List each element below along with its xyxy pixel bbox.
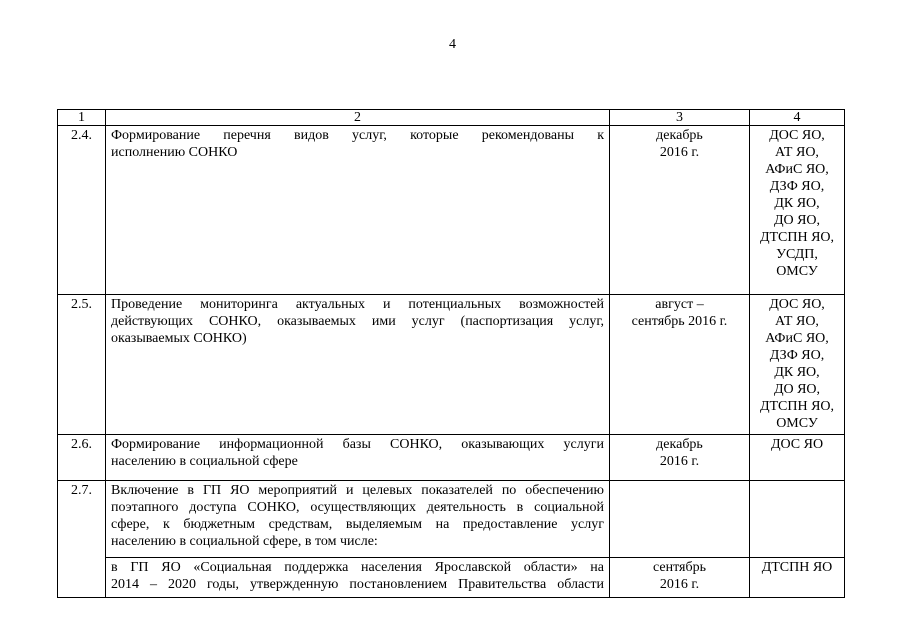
executor: ДОС ЯО [770, 437, 824, 452]
table-row [58, 558, 845, 598]
deadline [610, 558, 750, 598]
measure-description [106, 126, 610, 295]
header-cell-3: 3 [610, 110, 750, 126]
executors [750, 435, 845, 481]
description-line: населению в социальной сфере, в том числе: [111, 534, 378, 549]
description-line: сфере, к бюджетным средствам, выделяемым на предоставление услуг [111, 517, 604, 532]
deadline [610, 435, 750, 481]
description-line: Включение в ГП ЯО мероприятий и целевых показателей по обеспечению [111, 483, 604, 498]
executor: ДТСПН ЯО, [759, 399, 835, 414]
row-number: 2.7. [58, 481, 106, 598]
table-row [58, 435, 845, 481]
measure-description [106, 481, 610, 558]
executor: ДЗФ ЯО, [769, 348, 825, 363]
executor: АТ ЯО, [775, 314, 819, 329]
page-number: 4 [449, 37, 456, 52]
executor: АФиС ЯО, [765, 331, 829, 346]
description-line: Формирование информационной базы СОНКО, оказывающих услуги [111, 437, 604, 452]
header-cell-1: 1 [58, 110, 106, 126]
description-line: действующих СОНКО, оказываемых ими услуг (паспортизация услуг, [111, 314, 604, 329]
deadline-line: декабрь [656, 128, 703, 143]
executor: ДО ЯО, [773, 213, 821, 228]
deadline-line: 2016 г. [659, 577, 700, 592]
table-header-row [58, 110, 845, 126]
deadline [610, 295, 750, 435]
measure-description [106, 558, 610, 598]
row-number: 2.4. [58, 126, 106, 295]
row-number: 2.6. [58, 435, 106, 481]
executor: ДЗФ ЯО, [769, 179, 825, 194]
executor: ДО ЯО, [773, 382, 821, 397]
table-row [58, 481, 845, 558]
executor: ДК ЯО, [774, 196, 820, 211]
description-line: 2014 – 2020 годы, утвержденную постановлением Правительства области [111, 577, 604, 592]
executor: АТ ЯО, [775, 145, 819, 160]
executor: ОМСУ [776, 416, 818, 431]
executors [750, 126, 845, 295]
executors [750, 295, 845, 435]
deadline-line: август – [655, 297, 704, 312]
executors [750, 558, 845, 598]
header-cell-2: 2 [106, 110, 610, 126]
deadline [610, 481, 750, 558]
row-number: 2.5. [58, 295, 106, 435]
executor: УСДП, [776, 247, 818, 262]
deadline-line: 2016 г. [659, 454, 700, 469]
description-line: оказываемых СОНКО) [111, 331, 247, 346]
description-line: Формирование перечня видов услуг, которые рекомендованы к [111, 128, 604, 143]
deadline-line: сентябрь 2016 г. [631, 314, 728, 329]
executor: ДТСПН ЯО, [759, 230, 835, 245]
executor: АФиС ЯО, [765, 162, 829, 177]
executor: ДТСПН ЯО [761, 560, 833, 575]
plan-table [57, 109, 845, 598]
deadline [610, 126, 750, 295]
description-line: в ГП ЯО «Социальная поддержка населения Ярославской области» на [111, 560, 604, 575]
executor: ДК ЯО, [774, 365, 820, 380]
table-row [58, 295, 845, 435]
executors [750, 481, 845, 558]
measure-description [106, 295, 610, 435]
deadline-line: 2016 г. [659, 145, 700, 160]
description-line: поэтапного доступа СОНКО, осуществляющих деятельность в социальной [111, 500, 604, 515]
description-line: населению в социальной сфере [111, 454, 298, 469]
executor: ДОС ЯО, [769, 297, 825, 312]
table-row [58, 126, 845, 295]
deadline-line: декабрь [656, 437, 703, 452]
measure-description [106, 435, 610, 481]
executor: ДОС ЯО, [769, 128, 825, 143]
executor: ОМСУ [776, 264, 818, 279]
description-line: исполнению СОНКО [111, 145, 238, 160]
description-line: Проведение мониторинга актуальных и потенциальных возможностей [111, 297, 604, 312]
header-cell-4: 4 [750, 110, 845, 126]
deadline-line: сентябрь [653, 560, 706, 575]
